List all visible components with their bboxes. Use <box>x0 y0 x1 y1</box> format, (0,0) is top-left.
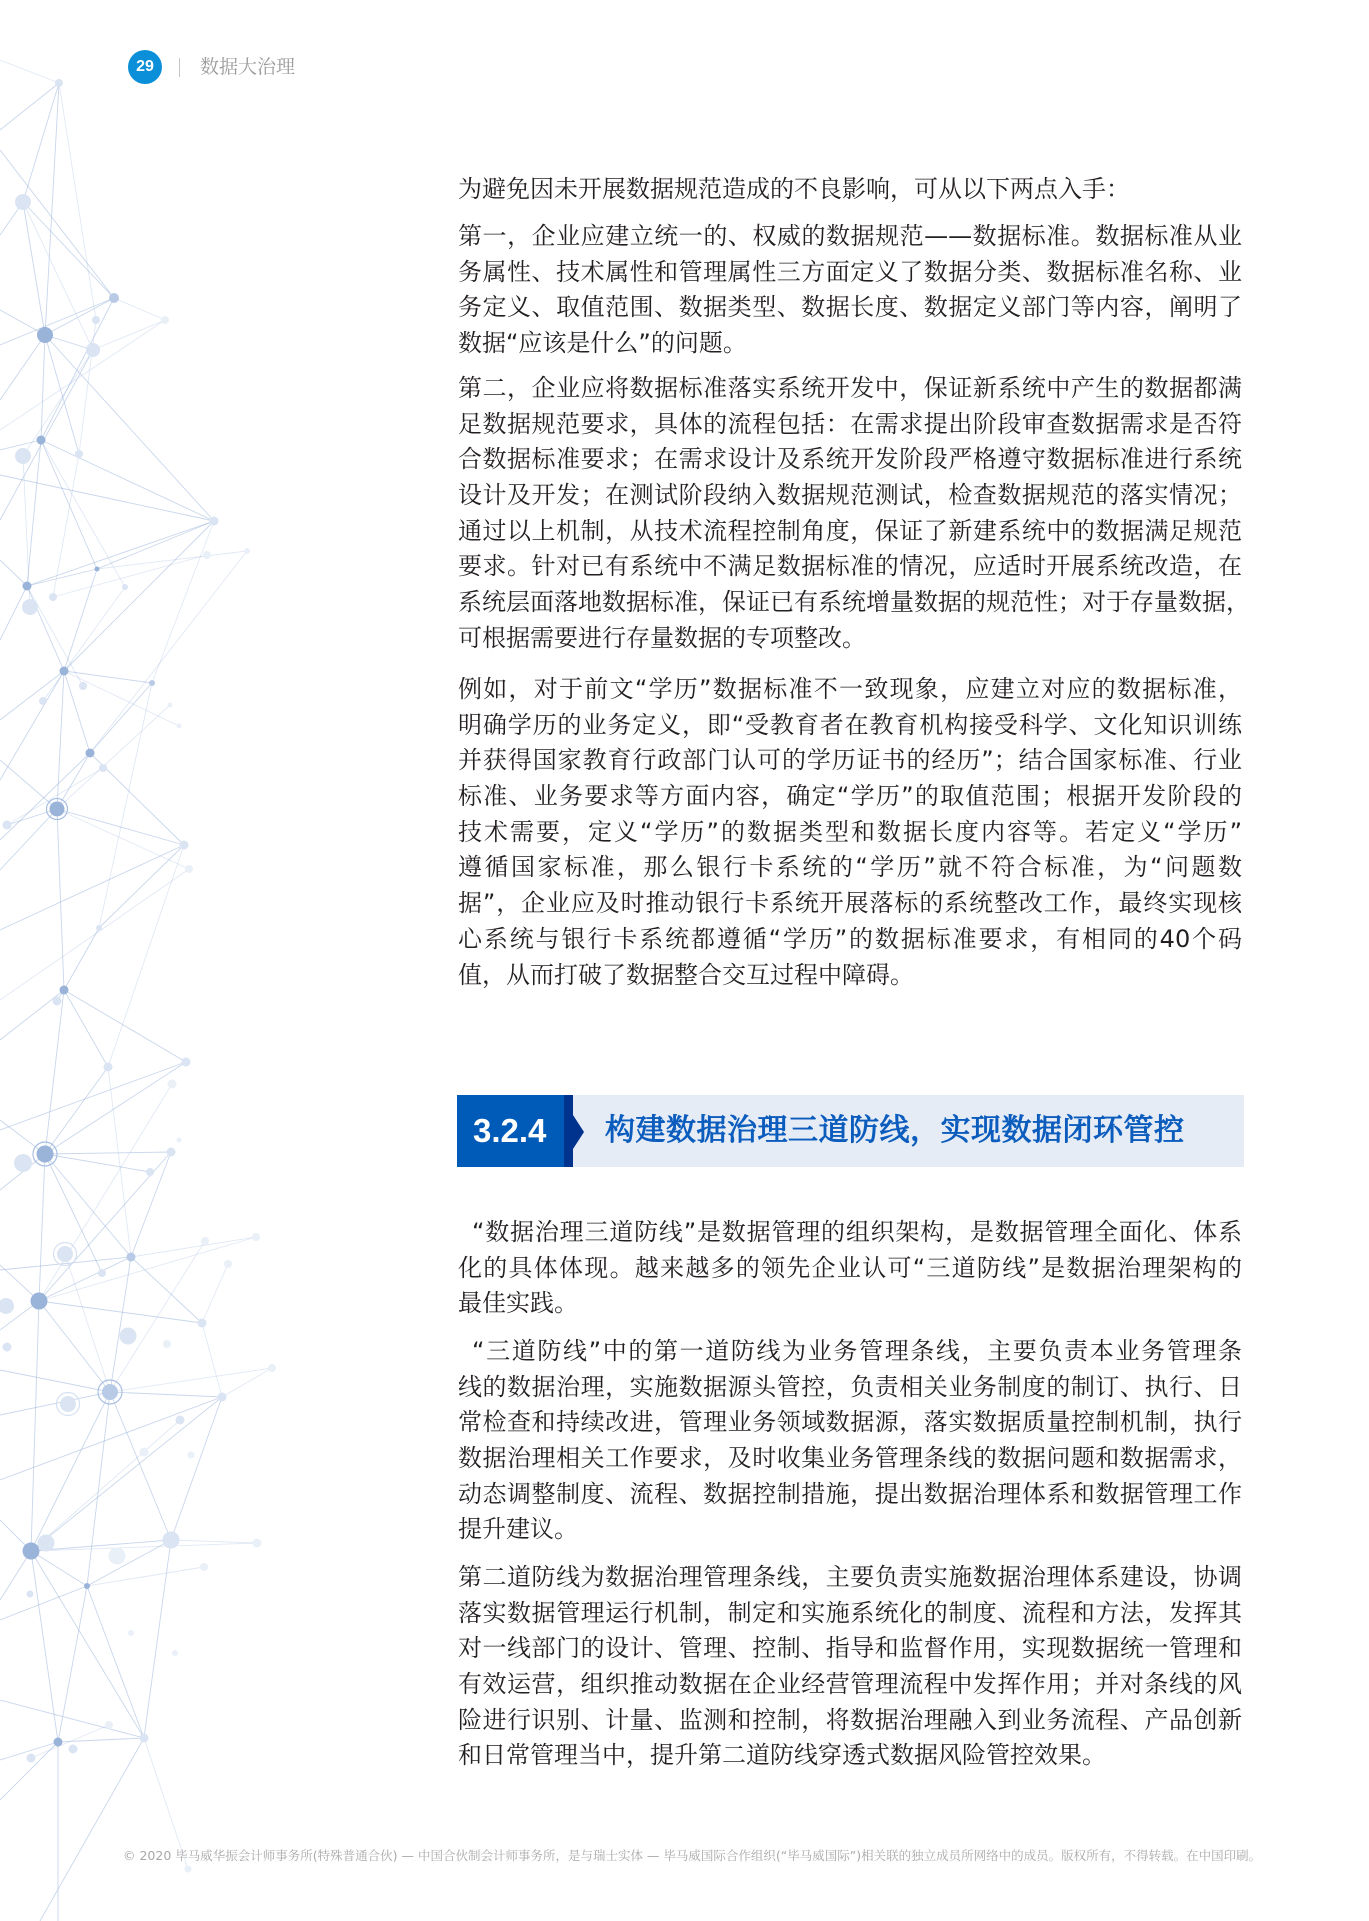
section-heading <box>457 1095 1244 1167</box>
section-title: 构建数据治理三道防线，实现数据闭环管控 <box>605 1113 1185 1148</box>
copyright-footer: © 2020 毕马威华振会计师事务所(特殊普通合伙) — 中国合伙制会计师事务所，是与瑞士实体 — 毕马威国际合作组织(“毕马威国际”)相关联的独立成员所网络中的成员。版权所有，不得转载。在中国印刷。 <box>123 1848 1262 1863</box>
text-line: 明确学历的业务定义，即“受教育者在教育机构接受科学、文化知识训练 <box>458 710 1242 739</box>
text-line: 数据治理相关工作要求，及时收集业务管理条线的数据问题和数据需求， <box>458 1444 1242 1473</box>
text-line: 常检查和持续改进，管理业务领域数据源，落实数据质量控制机制，执行 <box>458 1408 1242 1437</box>
paragraph-first-line-of-defense <box>458 1334 1242 1548</box>
network-graph-icon <box>0 0 300 1921</box>
text-line: 动态调整制度、流程、数据控制措施，提出数据治理体系和数据管理工作 <box>458 1479 1242 1508</box>
text-line: 足数据规范要求，具体的流程包括：在需求提出阶段审查数据需求是否符 <box>458 409 1242 438</box>
text-line: 通过以上机制，从技术流程控制角度，保证了新建系统中的数据满足规范 <box>458 516 1242 545</box>
text-line: 遵循国家标准，那么银行卡系统的“学历”就不符合标准，为“问题数 <box>458 853 1242 882</box>
text-line: 第一，企业应建立统一的、权威的数据规范——数据标准。数据标准从业 <box>458 222 1242 250</box>
header-divider <box>179 58 180 77</box>
text-line: 设计及开发；在测试阶段纳入数据规范测试，检查数据规范的落实情况； <box>458 481 1242 510</box>
text-line: “三道防线”中的第一道防线为业务管理条线，主要负责本业务管理条 <box>472 1337 1242 1365</box>
text-line: 最佳实践。 <box>458 1289 578 1318</box>
text-line: 为避免因未开展数据规范造成的不良影响，可从以下两点入手： <box>458 175 1130 203</box>
text-line: 提升建议。 <box>458 1515 578 1544</box>
text-line: 标准、业务要求等方面内容，确定“学历”的取值范围；根据开发阶段的 <box>458 782 1242 811</box>
text-line: 并获得国家教育行政部门认可的学历证书的经历”；结合国家标准、行业 <box>458 746 1242 775</box>
text-line: 例如，对于前文“学历”数据标准不一致现象，应建立对应的数据标准， <box>458 675 1242 703</box>
text-line: 务属性、技术属性和管理属性三方面定义了数据分类、数据标准名称、业 <box>458 257 1242 286</box>
text-line: 合数据标准要求；在需求设计及系统开发阶段严格遵守数据标准进行系统 <box>458 445 1242 474</box>
text-line: 对一线部门的设计、管理、控制、指导和监督作用，实现数据统一管理和 <box>458 1634 1242 1663</box>
text-line: 线的数据治理，实施数据源头管控，负责相关业务制度的制订、执行、日 <box>458 1372 1242 1401</box>
paragraph-second-line-of-defense <box>458 1560 1242 1774</box>
text-line: 化的具体体现。越来越多的领先企业认可“三道防线”是数据治理架构的 <box>458 1253 1242 1282</box>
text-line: 技术需要，定义“学历”的数据类型和数据长度内容等。若定义“学历” <box>458 817 1242 846</box>
text-line: 据”，企业应及时推动银行卡系统开展落标的系统整改工作，最终实现核 <box>458 889 1242 918</box>
text-line: 心系统与银行卡系统都遵循“学历”的数据标准要求，有相同的40个码 <box>458 924 1242 953</box>
paragraph-second-point <box>458 371 1250 657</box>
text-line: 有效运营，组织推动数据在企业经营管理流程中发挥作用；并对条线的风 <box>458 1670 1242 1699</box>
section-number: 3.2.4 <box>473 1112 547 1149</box>
text-line: 和日常管理当中，提升第二道防线穿透式数据风险管控效果。 <box>458 1741 1106 1770</box>
text-line: 险进行识别、计量、监测和控制，将数据治理融入到业务流程、产品创新 <box>458 1705 1242 1734</box>
paragraph-example <box>458 672 1242 993</box>
text-line: 系统层面落地数据标准，保证已有系统增量数据的规范性；对于存量数据， <box>458 588 1250 617</box>
text-line: 要求。针对已有系统中不满足数据标准的情况，应适时开展系统改造，在 <box>458 552 1242 581</box>
section-number-box <box>457 1095 564 1167</box>
text-line: 务定义、取值范围、数据类型、数据长度、数据定义部门等内容，阐明了 <box>458 293 1242 322</box>
running-header-title: 数据大治理 <box>200 56 296 78</box>
text-line: 第二道防线为数据治理管理条线，主要负责实施数据治理体系建设，协调 <box>458 1563 1242 1591</box>
text-line: “数据治理三道防线”是数据管理的组织架构，是数据管理全面化、体系 <box>472 1218 1242 1246</box>
page-number-badge: 29 <box>128 50 162 84</box>
paragraph-intro <box>458 172 1242 208</box>
text-line: 可根据需要进行存量数据的专项整改。 <box>458 623 866 652</box>
paragraph-first-point <box>458 219 1242 362</box>
paragraph-three-lines-definition <box>458 1215 1242 1322</box>
text-line: 落实数据管理运行机制，制定和实施系统化的制度、流程和方法，发挥其 <box>458 1598 1242 1627</box>
text-line: 第二，企业应将数据标准落实系统开发中，保证新系统中产生的数据都满 <box>458 374 1242 402</box>
text-line: 数据“应该是什么”的问题。 <box>458 329 747 358</box>
text-line: 值，从而打破了数据整合交互过程中障碍。 <box>458 960 914 989</box>
